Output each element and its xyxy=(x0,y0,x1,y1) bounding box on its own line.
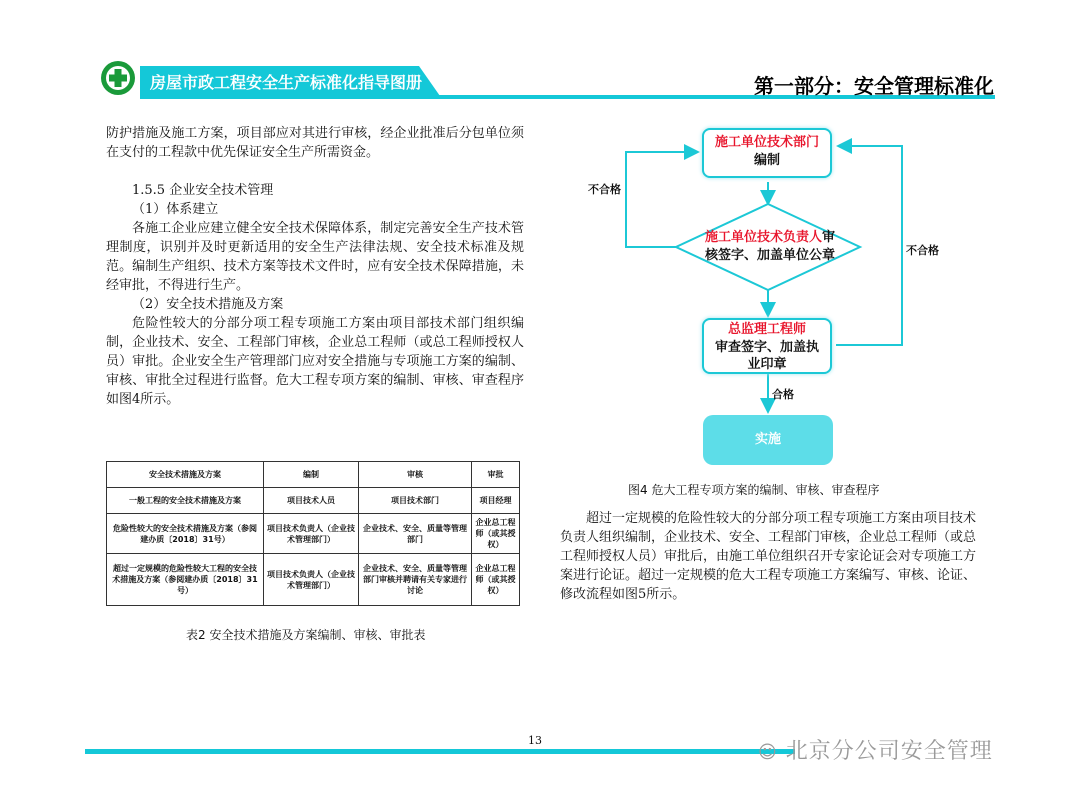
table-cell: 一般工程的安全技术措施及方案 xyxy=(107,488,264,514)
flow-box-supervisor-role: 总监理工程师 xyxy=(727,322,806,337)
paragraph-measures: 危险性较大的分部分项工程专项施工方案由项目部技术部门组织编制，企业技术、安全、工程部门审核，企业总工程师（或总工程师授权人员）审批。企业安全生产管理部门应对安全措施与专项施工方案的编制、审核、审批全过程进行监督。危大工程专项方案的编制、审核、审查程序如图4所示。 xyxy=(106,316,524,407)
flow-diamond-action-a: 审 xyxy=(822,230,836,245)
table-cell: 超过一定规模的危险性较大工程的安全技术措施及方案（参阅建办质〔2018〕31号） xyxy=(107,554,264,606)
book-title: 房屋市政工程安全生产标准化指导图册 xyxy=(150,73,423,92)
table-header-cell: 编制 xyxy=(264,462,359,488)
flow-box-compile-action: 编制 xyxy=(753,153,780,168)
flow-label-fail-right: 不合格 xyxy=(906,244,939,257)
flow-box-supervisor xyxy=(702,318,832,374)
table-cell: 项目技术人员 xyxy=(264,488,359,514)
table-cell: 危险性较大的安全技术措施及方案（参阅建办质〔2018〕31号） xyxy=(107,514,264,554)
flow-box-implement: 实施 xyxy=(703,415,833,465)
page-number: 13 xyxy=(528,734,542,747)
table-cell: 企业技术、安全、质量等管理部门 xyxy=(359,514,472,554)
footer-rule xyxy=(85,749,795,754)
table-cell: 项目技术部门 xyxy=(359,488,472,514)
flow-box-compile xyxy=(702,128,832,178)
paragraph-expert-review: 超过一定规模的危险性较大的分部分项工程专项施工方案由项目技术负责人组织编制，企业技术、安全、工程部门审核，企业总工程师（或总工程师授权人员）审批后，由施工单位组织召开专家论证会对专项施工方案进行论证。超过一定规模的危大工程专项施工方案编写、审核、论证、修改流程如图5所示。 xyxy=(560,511,977,602)
flow-label-pass: 合格 xyxy=(772,388,794,401)
flow-box-compile-dept: 施工单位技术部门 xyxy=(714,135,819,150)
flow-diamond-role: 施工单位技术负责人 xyxy=(704,230,822,245)
table-caption: 表2 安全技术措施及方案编制、审核、审批表 xyxy=(186,628,426,642)
table-row xyxy=(107,488,520,514)
table-header-cell: 审批 xyxy=(472,462,520,488)
flow-diamond-action-b: 核签字、加盖单位公章 xyxy=(704,248,835,263)
table-cell: 企业总工程师（或其授权） xyxy=(472,514,520,554)
table-cell: 企业技术、安全、质量等管理部门审核并聘请有关专家进行讨论 xyxy=(359,554,472,606)
safety-cross-logo-icon xyxy=(100,60,136,96)
flow-label-fail-left: 不合格 xyxy=(588,183,621,196)
approval-table xyxy=(106,461,520,606)
figure-caption: 图4 危大工程专项方案的编制、审核、审查程序 xyxy=(628,483,880,497)
watermark xyxy=(758,734,993,765)
left-column xyxy=(106,124,524,409)
subheading-measures: （2）安全技术措施及方案 xyxy=(132,297,284,312)
table-row xyxy=(107,514,520,554)
table-header-row xyxy=(107,462,520,488)
paragraph-continued: 防护措施及施工方案，项目部应对其进行审核，经企业批准后分包单位须在支付的工程款中优先保证安全生产所需资金。 xyxy=(106,126,524,160)
table-cell: 项目技术负责人（企业技术管理部门） xyxy=(264,514,359,554)
section-heading: 1.5.5 企业安全技术管理 xyxy=(132,183,274,198)
table-header-cell: 安全技术措施及方案 xyxy=(107,462,264,488)
right-column xyxy=(560,509,976,604)
subheading-system: （1）体系建立 xyxy=(132,202,219,217)
wechat-icon: ☺ xyxy=(758,742,778,763)
table-row xyxy=(107,554,520,606)
paragraph-system: 各施工企业应建立健全安全技术保障体系，制定完善安全生产技术管理制度，识别并及时更新适用的安全生产法律法规、安全技术标准及规范。编制生产组织、技术方案等技术文件时，应有安全技术保障措施，未经审批，不得进行生产。 xyxy=(106,221,524,293)
watermark-text: 北京分公司安全管理 xyxy=(785,739,993,764)
table-cell: 项目经理 xyxy=(472,488,520,514)
table-cell: 企业总工程师（或其授权） xyxy=(472,554,520,606)
flow-diamond-text xyxy=(690,229,850,265)
table-cell: 项目技术负责人（企业技术管理部门） xyxy=(264,554,359,606)
section-title: 第一部分：安全管理标准化 xyxy=(754,74,994,98)
table-header-cell: 审核 xyxy=(359,462,472,488)
flow-box-supervisor-action: 审查签字、加盖执业印章 xyxy=(714,340,819,372)
